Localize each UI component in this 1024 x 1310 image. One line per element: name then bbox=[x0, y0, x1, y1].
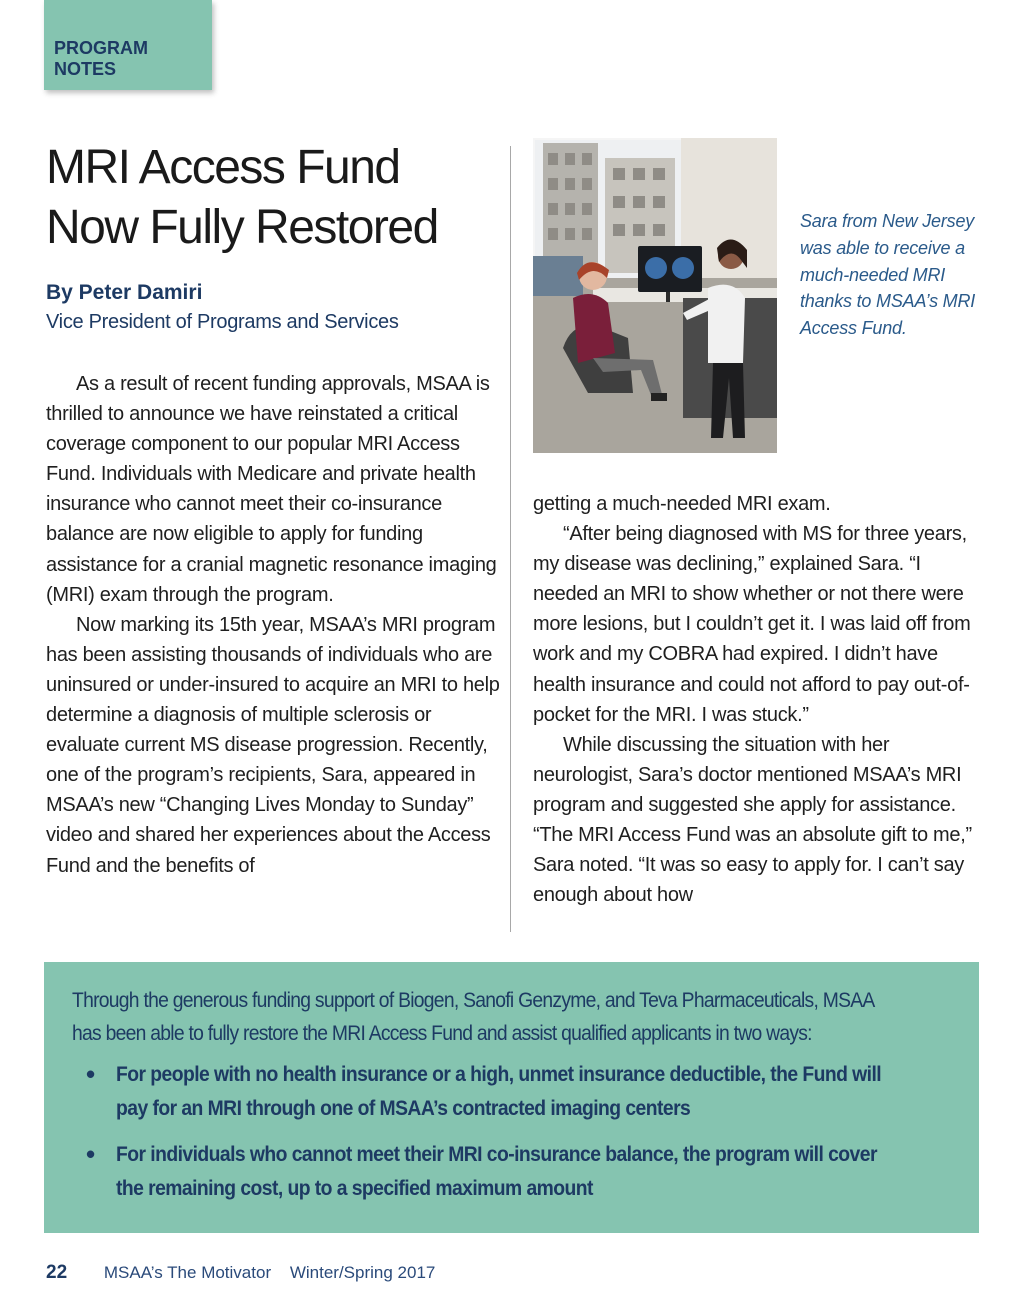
funding-callout-box bbox=[44, 962, 979, 1233]
article-title-line-2: Now Fully Restored bbox=[46, 201, 438, 254]
publication-name: MSAA’s The Motivator bbox=[103, 1263, 272, 1282]
callout-intro: Through the generous funding support of Biogen, Sanofi Genzyme, and Teva Pharmaceuticals, MSAA has been able to fully restore the MRI Access Fund and assist qualified applicants in two ways: bbox=[72, 989, 874, 1045]
article-column-2 bbox=[533, 489, 983, 910]
section-tab-label: PROGRAM NOTES bbox=[54, 38, 148, 79]
body-paragraph: As a result of recent funding approvals, MSAA is thrilled to announce we have reinstated a critical coverage component to our popular MRI Access Fund. Individuals with Medicare and private health insurance who cannot meet their co-insurance balance are now eligible to apply for funding assistance for a cranial magnetic resonance imaging (MRI) exam through the program. bbox=[46, 373, 497, 606]
byline: By Peter Damiri bbox=[46, 281, 203, 304]
callout-bullet: For individuals who cannot meet their MRI co-insurance balance, the program will cover the remaining cost, up to a specified maximum amount bbox=[116, 1143, 877, 1200]
page-footer bbox=[46, 1262, 435, 1284]
callout-bullet: For people with no health insurance or a high, unmet insurance deductible, the Fund will pay for an MRI through one of MSAA’s contracted imaging centers bbox=[116, 1063, 882, 1120]
bullet-icon: • bbox=[86, 1139, 96, 1169]
body-paragraph: While discussing the situation with her neurologist, Sara’s doctor mentioned MSAA’s MRI program and suggested she apply for assistance. “The MRI Access Fund was an absolute gift to me,” Sara noted. “It was so easy to apply for. I can’t say enough about how bbox=[533, 733, 972, 907]
body-paragraph: Now marking its 15th year, MSAA’s MRI program has been assisting thousands of individuals who are uninsured or under-insured to acquire an MRI to help determine a diagnosis of multiple sclerosis or evaluate current MS disease progression. Recently, one of the program’s recipients, Sara, appeared in MSAA’s new “Changing Lives Monday to Sunday” video and shared her experiences about the Access Fund and the benefits of bbox=[46, 613, 500, 877]
body-paragraph: getting a much-needed MRI exam. bbox=[533, 493, 831, 515]
issue-date: Winter/Spring 2017 bbox=[289, 1263, 436, 1282]
photo-caption: Sara from New Jersey was able to receive a much-needed MRI thanks to MSAA’s MRI Access Fund. bbox=[800, 211, 976, 339]
column-divider bbox=[510, 146, 511, 932]
author-role: Vice President of Programs and Services bbox=[46, 311, 399, 333]
body-paragraph: “After being diagnosed with MS for three years, my disease was declining,” explained Sara. “I needed an MRI to show whether or not there were more lesions, but I couldn’t get it. I was laid off from work and my COBRA had expired. I didn’t have health insurance and could not afford to pay out-of-pocket for the MRI. I was stuck.” bbox=[533, 523, 971, 726]
bullet-icon: • bbox=[86, 1059, 96, 1089]
article-column-1 bbox=[46, 369, 501, 881]
article-photo bbox=[533, 138, 777, 453]
page-number: 22 bbox=[46, 1262, 68, 1283]
section-tab bbox=[44, 0, 212, 90]
article-title-line-1: MRI Access Fund bbox=[46, 141, 400, 194]
article-title bbox=[46, 138, 506, 258]
office-scene-illustration bbox=[533, 138, 777, 453]
